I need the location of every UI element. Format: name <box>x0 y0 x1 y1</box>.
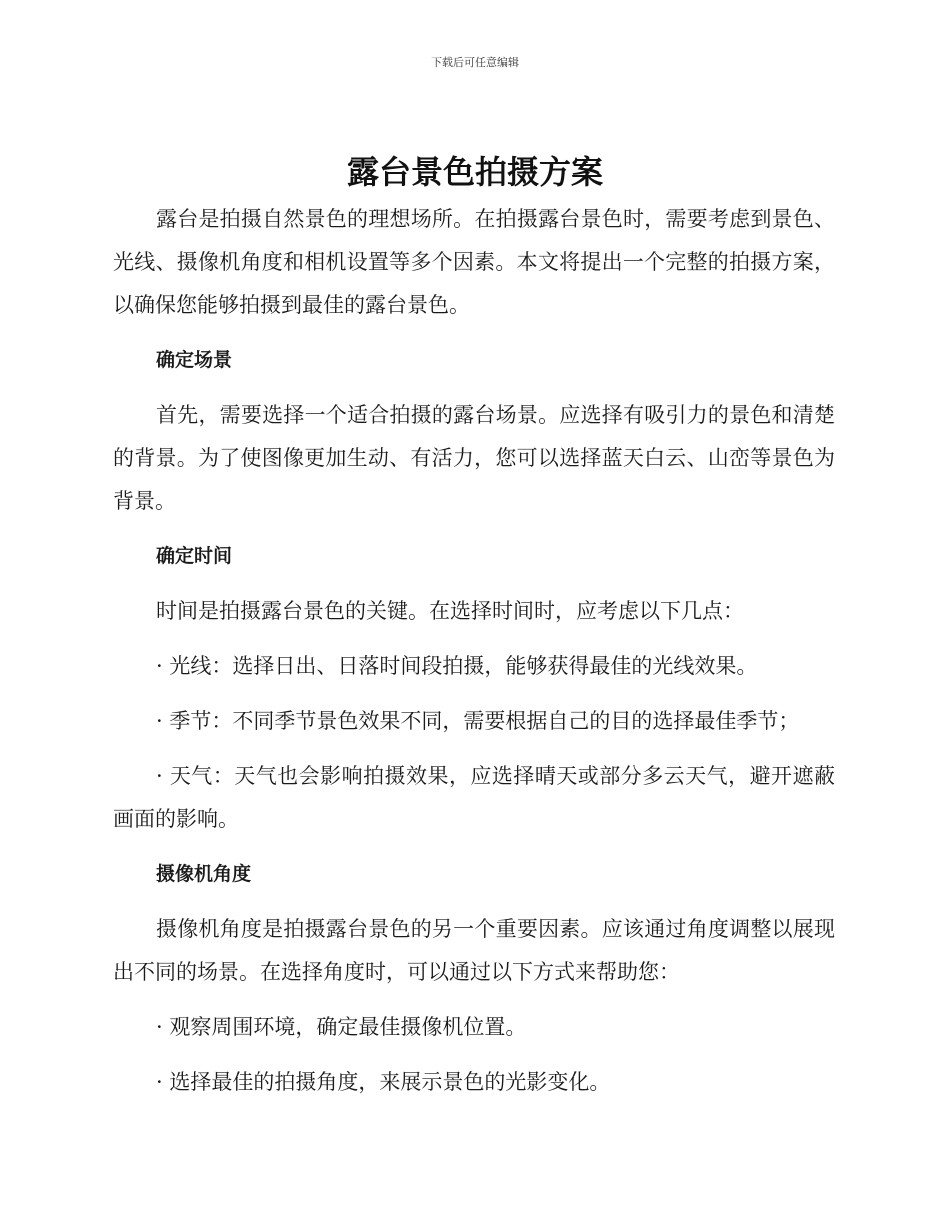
intro-paragraph: 露台是拍摄自然景色的理想场所。在拍摄露台景色时，需要考虑到景色、光线、摄像机角度和相机设置等多个因素。本文将提出一个完整的拍摄方案，以确保您能够拍摄到最佳的露台景色。 <box>113 207 835 317</box>
bullet-item: · 天气：天气也会影响拍摄效果，应选择晴天或部分多云天气，避开遮蔽画面的影响。 <box>113 764 835 831</box>
bullet-item: · 季节：不同季节景色效果不同，需要根据自己的目的选择最佳季节； <box>156 709 800 733</box>
section-paragraph: 时间是拍摄露台景色的关键。在选择时间时，应考虑以下几点： <box>156 599 744 623</box>
section-time <box>113 535 835 841</box>
section-heading: 摄像机角度 <box>156 863 252 885</box>
bullet-item: · 光线：选择日出、日落时间段拍摄，能够获得最佳的光线效果。 <box>156 654 758 678</box>
section-scene <box>113 339 835 523</box>
section-heading: 确定场景 <box>156 349 233 371</box>
document-body <box>113 198 835 1104</box>
section-camera-angle <box>113 853 835 1104</box>
section-heading: 确定时间 <box>156 545 233 567</box>
bullet-item: · 选择最佳的拍摄角度，来展示景色的光影变化。 <box>156 1070 611 1094</box>
page-header-note: 下载后可任意编辑 <box>431 56 519 69</box>
bullet-item: · 观察周围环境，确定最佳摄像机位置。 <box>156 1015 527 1039</box>
section-paragraph: 摄像机角度是拍摄露台景色的另一个重要因素。应该通过角度调整以展现出不同的场景。在选择角度时，可以通过以下方式来帮助您： <box>113 917 835 984</box>
section-paragraph: 首先，需要选择一个适合拍摄的露台场景。应选择有吸引力的景色和清楚的背景。为了使图像更加生动、有活力，您可以选择蓝天白云、山峦等景色为背景。 <box>113 403 835 513</box>
document-title: 露台景色拍摄方案 <box>346 153 603 191</box>
